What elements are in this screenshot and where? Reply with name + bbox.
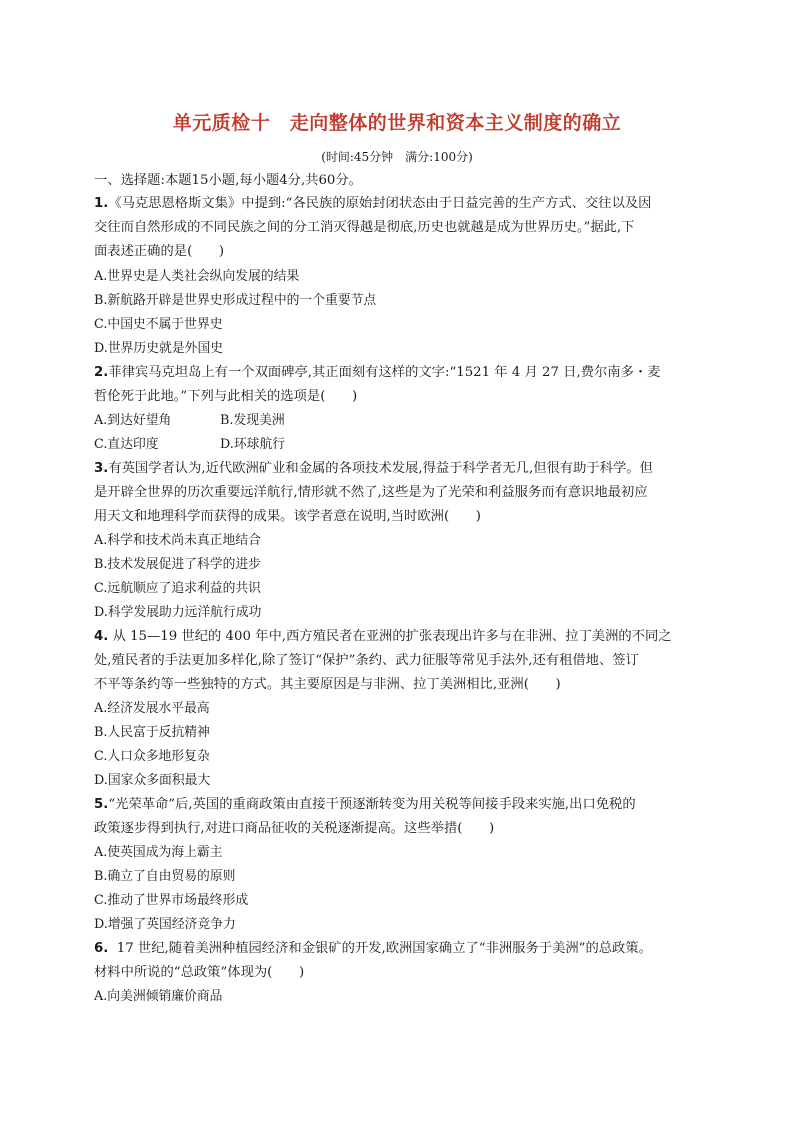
question-3-line-2: 是开辟全世界的历次重要远洋航行,情形就不然了,这些是为了光荣和利益服务而有意识地最初应 [94,485,648,500]
question-6-option-a: A.向美洲倾销廉价商品 [94,989,223,1004]
question-6-line-2: 材料中所说的“总政策”体现为( ) [94,965,305,980]
question-1-option-d: D.世界历史就是外国史 [94,341,224,356]
question-4-line-1: 4. 从 15—19 世纪的 400 年中,西方殖民者在亚洲的扩张表现出许多与在非洲、拉丁美洲的不同之 [94,629,672,644]
question-2-options-row-2 [94,436,286,454]
question-4-line-2: 处,殖民者的手法更加多样化,除了签订“保护”条约、武力征服等常见手法外,还有租借地、签订 [94,653,639,668]
question-3-option-b: B.技术发展促进了科学的进步 [94,557,262,572]
question-number: 4. [94,629,109,644]
question-5-option-d: D.增强了英国经济竞争力 [94,917,236,932]
question-number: 2. [94,365,109,380]
question-3-line-3: 用天文和地理科学而获得的成果。该学者意在说明,当时欧洲( ) [94,509,481,524]
question-1-option-a: A.世界史是人类社会纵向发展的结果 [94,269,300,284]
question-number: 3. [94,461,109,476]
question-3-line-1: 3.有英国学者认为,近代欧洲矿业和金属的各项技术发展,得益于科学者无几,但很有助于科学。但 [94,461,653,476]
question-4-option-b: B.人民富于反抗精神 [94,725,210,740]
question-1-line-3: 面表述正确的是( ) [94,244,225,259]
question-number: 5. [94,797,109,812]
question-3-option-d: D.科学发展助力远洋航行成功 [94,605,262,620]
question-3-option-c: C.远航顺应了追求利益的共识 [94,581,261,596]
question-4-option-d: D.国家众多面积最大 [94,773,211,788]
question-5-line-1: 5.“光荣革命”后,英国的重商政策由直接干预逐渐转变为用关税等间接手段来实施,出口免税的 [94,797,636,812]
question-4-option-a: A.经济发展水平最高 [94,701,210,716]
question-2-line-1: 2.菲律宾马克坦岛上有一个双面碑亭,其正面刻有这样的文字:“1521 年 4 月 27 日,费尔南多・麦 [94,365,661,380]
question-2-option-b: B.发现美洲 [220,413,285,428]
section-heading: 一、选择题:本题15小题,每小题4分,共60分。 [94,173,362,188]
question-3-option-a: A.科学和技术尚未真正地结合 [94,533,261,548]
question-5-option-c: C.推动了世界市场最终形成 [94,893,249,908]
question-2-options-row-1 [94,412,285,430]
question-4-option-c: C.人口众多地形复杂 [94,749,210,764]
question-2-line-2: 哲伦死于此地。”下列与此相关的选项是( ) [94,389,358,404]
question-1-line-1: 1.《马克思恩格斯文集》中提到:“各民族的原始封闭状态由于日益完善的生产方式、交往以及因 [94,196,652,211]
question-5-option-a: A.使英国成为海上霸主 [94,845,223,860]
question-2-option-c: C.直达印度 [94,437,159,452]
question-1-option-b: B.新航路开辟是世界史形成过程中的一个重要节点 [94,293,377,308]
question-1-option-c: C.中国史不属于世界史 [94,317,223,332]
question-2-option-d: D.环球航行 [220,437,286,452]
question-6-line-1: 6. 17 世纪,随着美洲种植园经济和金银矿的开发,欧洲国家确立了“非洲服务于美洲”的总政策。 [94,941,652,956]
question-4-line-3: 不平等条约等一些独特的方式。其主要原因是与非洲、拉丁美洲相比,亚洲( ) [94,677,561,692]
question-number: 6. [94,941,109,956]
page-title: 单元质检十 走向整体的世界和资本主义制度的确立 [172,112,622,134]
question-2-option-a: A.到达好望角 [94,413,172,428]
question-5-line-2: 政策逐步得到执行,对进口商品征收的关税逐渐提高。这些举措( ) [94,821,495,836]
question-5-option-b: B.确立了自由贸易的原则 [94,869,236,884]
question-number: 1. [94,196,109,211]
question-1-line-2: 交往而自然形成的不同民族之间的分工消灭得越是彻底,历史也就越是成为世界历史。”据此,下 [94,220,635,235]
exam-time-score: (时间:45分钟 满分:100分) [321,150,473,164]
